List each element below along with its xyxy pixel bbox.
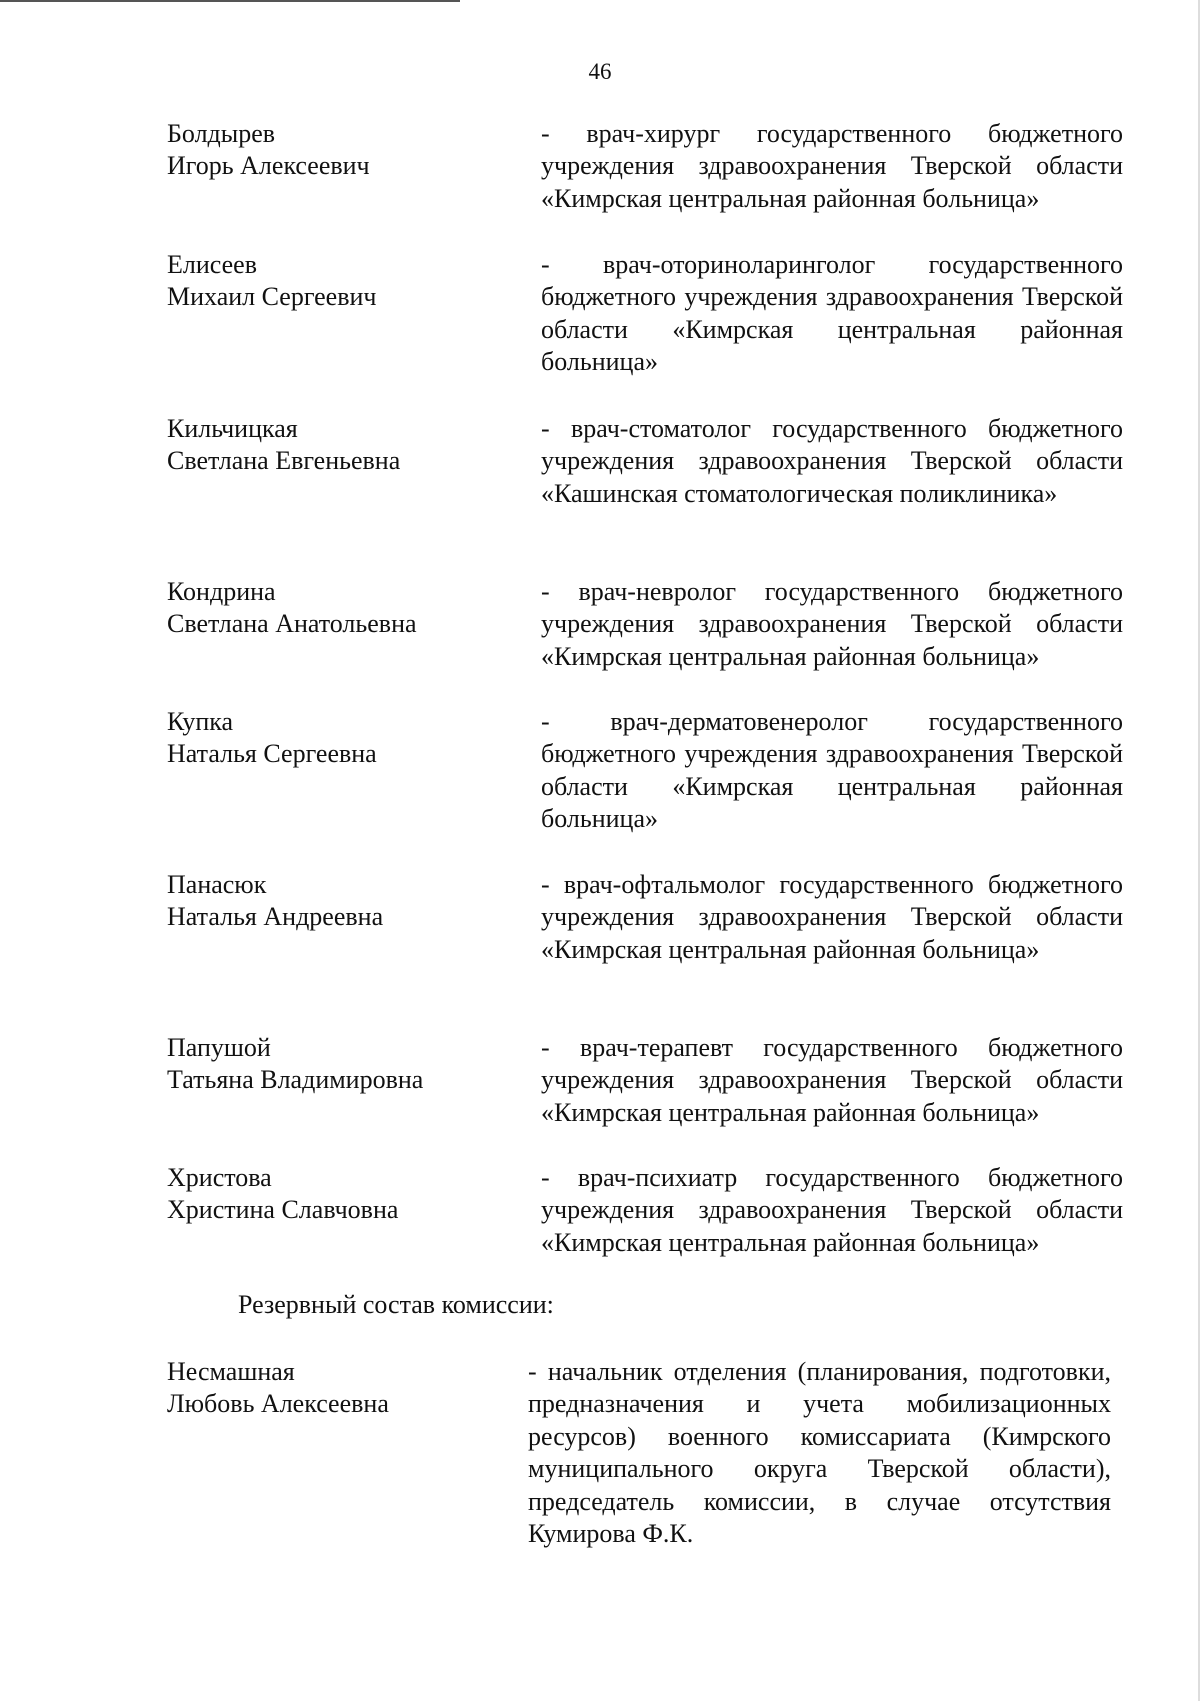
member-surname: Купка (167, 707, 234, 736)
member-name (167, 706, 527, 771)
page-number: 46 (588, 59, 612, 84)
reserve-section-heading: Резервный состав комиссии: (238, 1290, 554, 1319)
member-name (167, 869, 527, 934)
member-name (167, 1162, 527, 1227)
member-role: - врач-невролог государственного бюджетного учреждения здравоохранения Тверской области «Кимрская центральная районная больница» (541, 577, 1123, 671)
member-role: - врач-оториноларинголог государственного бюджетного учреждения здравоохранения Тверской области «Кимрская центральная районная больница» (541, 250, 1123, 377)
member-role: - врач-терапевт государственного бюджетного учреждения здравоохранения Тверской области «Кимрская центральная районная больница» (541, 1033, 1123, 1127)
member-given-name: Татьяна Владимировна (167, 1065, 424, 1095)
member-surname: Кильчицкая (167, 414, 298, 443)
member-given-name: Светлана Анатольевна (167, 609, 417, 639)
member-role: - врач-психиатр государственного бюджетного учреждения здравоохранения Тверской области «Кимрская центральная районная больница» (541, 1163, 1123, 1257)
scan-edge-top (0, 0, 460, 2)
member-role: - врач-дерматовенеролог государственного бюджетного учреждения здравоохранения Тверской области «Кимрская центральная районная больница» (541, 707, 1123, 834)
member-name (167, 1032, 527, 1097)
member-given-name: Михаил Сергеевич (167, 282, 377, 312)
member-surname: Елисеев (167, 250, 257, 279)
member-given-name: Христина Славчовна (167, 1195, 399, 1225)
member-given-name: Игорь Алексеевич (167, 151, 370, 181)
member-role: - врач-стоматолог государственного бюджетного учреждения здравоохранения Тверской области «Кашинская стоматологическая поликлиника» (541, 414, 1123, 508)
member-given-name: Светлана Евгеньевна (167, 446, 401, 476)
member-name (167, 249, 527, 314)
member-given-name: Наталья Сергеевна (167, 739, 377, 769)
member-surname: Христова (167, 1163, 272, 1192)
member-surname: Кондрина (167, 577, 276, 606)
member-surname: Папушой (167, 1033, 271, 1062)
member-name (167, 413, 527, 478)
member-name (167, 1356, 527, 1421)
member-surname: Болдырев (167, 119, 276, 148)
member-surname: Несмашная (167, 1357, 295, 1386)
member-role: - врач-офтальмолог государственного бюджетного учреждения здравоохранения Тверской области «Кимрская центральная районная больница» (541, 870, 1123, 964)
member-role: - начальник отделения (планирования, подготовки, предназначения и учета мобилизационных ресурсов) военного комиссариата (Кимрского муниципального округа Тверской области), председатель комиссии, в случае отсутствия Кумирова Ф.К. (528, 1357, 1111, 1549)
member-given-name: Любовь Алексеевна (167, 1389, 389, 1419)
member-given-name: Наталья Андреевна (167, 902, 384, 932)
member-name (167, 576, 527, 641)
member-surname: Панасюк (167, 870, 267, 899)
member-role: - врач-хирург государственного бюджетного учреждения здравоохранения Тверской области «Кимрская центральная районная больница» (541, 119, 1123, 213)
member-name (167, 118, 527, 183)
